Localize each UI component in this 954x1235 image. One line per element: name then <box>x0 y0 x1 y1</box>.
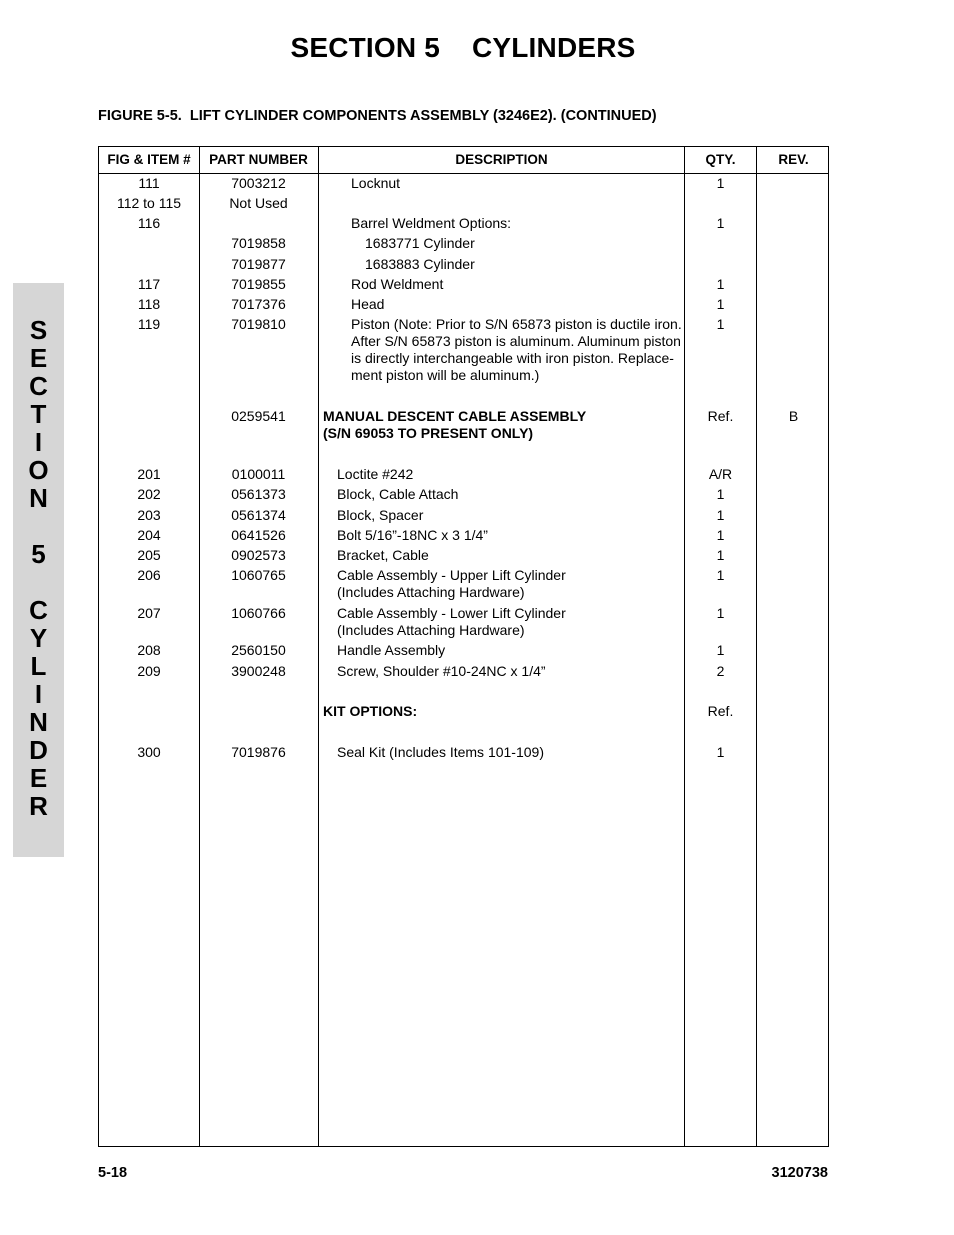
description: Handle Assembly <box>337 642 446 658</box>
side-tab-letters <box>13 316 64 820</box>
part-number: 7003212 <box>231 175 286 191</box>
side-tab-letter: E <box>29 343 48 373</box>
description <box>319 567 701 601</box>
part-number: 0902573 <box>231 547 286 563</box>
quantity: 1 <box>716 316 725 332</box>
quantity: 1 <box>716 276 725 292</box>
part-number: 0561373 <box>231 486 286 502</box>
quantity: 1 <box>716 605 725 621</box>
description-line: Piston (Note: Prior to S/N 65873 piston is ductile iron. <box>351 316 682 332</box>
item-number: 116 <box>137 215 161 231</box>
header-qty: QTY. <box>705 152 736 167</box>
part-number: 0561374 <box>231 507 286 523</box>
item-number: 119 <box>137 316 161 332</box>
description: Barrel Weldment Options: <box>351 215 512 231</box>
part-number: Not Used <box>229 195 288 211</box>
quantity: 1 <box>716 175 725 191</box>
part-number: 7019855 <box>231 276 286 292</box>
quantity: A/R <box>708 466 733 482</box>
description: 1683771 Cylinder <box>365 235 475 251</box>
revision: B <box>788 408 799 424</box>
description-line: is directly interchangeable with iron piston. Replace- <box>351 350 674 366</box>
description: Bolt 5/16”-18NC x 3 1/4” <box>337 527 488 543</box>
side-tab-letter: N <box>29 483 48 513</box>
item-number: 206 <box>137 567 161 583</box>
side-tab-letter: D <box>29 735 48 765</box>
side-tab-letter: Y <box>29 623 48 653</box>
description-line: Cable Assembly - Upper Lift Cylinder <box>337 567 566 583</box>
description <box>319 605 701 639</box>
description: Screw, Shoulder #10-24NC x 1/4” <box>337 663 546 679</box>
description-line: (Includes Attaching Hardware) <box>337 584 525 600</box>
part-number: 2560150 <box>231 642 286 658</box>
item-number: 201 <box>137 466 161 482</box>
header-fig-item: FIG & ITEM # <box>107 152 191 167</box>
quantity: 1 <box>716 296 725 312</box>
quantity: 1 <box>716 486 725 502</box>
parts-table <box>98 146 829 1147</box>
description-line: (Includes Attaching Hardware) <box>337 622 525 638</box>
side-tab-letter: T <box>30 399 47 429</box>
quantity: Ref. <box>707 703 734 719</box>
description: KIT OPTIONS: <box>323 703 418 719</box>
side-tab-letter: S <box>29 315 48 345</box>
description-line: MANUAL DESCENT CABLE ASSEMBLY <box>323 408 587 424</box>
item-number: 112 to 115 <box>116 195 182 211</box>
side-tab-letter: I <box>34 679 43 709</box>
figure-title: FIGURE 5-5. LIFT CYLINDER COMPONENTS ASSEMBLY (3246E2). (CONTINUED) <box>98 108 657 124</box>
part-number: 0100011 <box>231 466 286 482</box>
description: Loctite #242 <box>337 466 414 482</box>
side-tab-letter: I <box>34 427 43 457</box>
description: Block, Spacer <box>337 507 424 523</box>
description: Bracket, Cable <box>337 547 429 563</box>
item-number: 205 <box>137 547 161 563</box>
part-number: 1060765 <box>231 567 286 583</box>
header-description: DESCRIPTION <box>455 152 548 167</box>
description <box>319 316 715 384</box>
part-number: 0641526 <box>231 527 286 543</box>
quantity: 1 <box>716 642 725 658</box>
item-number: 300 <box>137 744 161 760</box>
side-tab-letter: E <box>29 763 48 793</box>
item-number: 208 <box>137 642 161 658</box>
item-number: 203 <box>137 507 161 523</box>
quantity: 1 <box>716 567 725 583</box>
header-divider <box>99 173 828 174</box>
part-number: 1060766 <box>231 605 286 621</box>
part-number: 7019877 <box>231 256 286 272</box>
item-number: 207 <box>137 605 161 621</box>
description: Locknut <box>351 175 401 191</box>
part-number: 7019810 <box>231 316 286 332</box>
item-number: 204 <box>137 527 161 543</box>
side-tab-letter: L <box>30 651 47 681</box>
quantity: Ref. <box>707 408 734 424</box>
description-line: Cable Assembly - Lower Lift Cylinder <box>337 605 566 621</box>
side-tab-letter: C <box>29 371 48 401</box>
description: 1683883 Cylinder <box>365 256 475 272</box>
quantity: 1 <box>716 547 725 563</box>
description-line: (S/N 69053 TO PRESENT ONLY) <box>323 425 534 441</box>
side-tab-letter: 5 <box>31 539 46 569</box>
description-line: After S/N 65873 piston is aluminum. Aluminum piston <box>351 333 681 349</box>
part-number: 3900248 <box>231 663 286 679</box>
document-number: 3120738 <box>771 1165 828 1181</box>
side-tab-letter: N <box>29 707 48 737</box>
quantity: 1 <box>716 215 725 231</box>
description <box>319 408 687 442</box>
item-number: 118 <box>137 296 161 312</box>
description-line: ment piston will be aluminum.) <box>351 367 540 383</box>
quantity: 2 <box>716 663 725 679</box>
part-number: 7019858 <box>231 235 286 251</box>
part-number: 0259541 <box>231 408 286 424</box>
side-tab-letter: R <box>29 791 48 821</box>
header-part-number: PART NUMBER <box>209 152 308 167</box>
item-number: 209 <box>137 663 161 679</box>
column-divider <box>756 147 757 1146</box>
side-tab-letter: C <box>29 595 48 625</box>
item-number: 117 <box>137 276 161 292</box>
section-side-tab <box>13 283 64 857</box>
part-number: 7017376 <box>231 296 286 312</box>
quantity: 1 <box>716 744 725 760</box>
page-number: 5-18 <box>98 1165 128 1181</box>
item-number: 202 <box>137 486 161 502</box>
quantity: 1 <box>716 507 725 523</box>
description: Block, Cable Attach <box>337 486 459 502</box>
header-rev: REV. <box>778 152 809 167</box>
description: Head <box>351 296 385 312</box>
description: Seal Kit (Includes Items 101-109) <box>337 744 544 760</box>
item-number: 111 <box>138 175 160 191</box>
part-number: 7019876 <box>231 744 286 760</box>
side-tab-letter: O <box>28 455 49 485</box>
description: Rod Weldment <box>351 276 444 292</box>
quantity: 1 <box>716 527 725 543</box>
section-title: SECTION 5 CYLINDERS <box>290 32 636 63</box>
